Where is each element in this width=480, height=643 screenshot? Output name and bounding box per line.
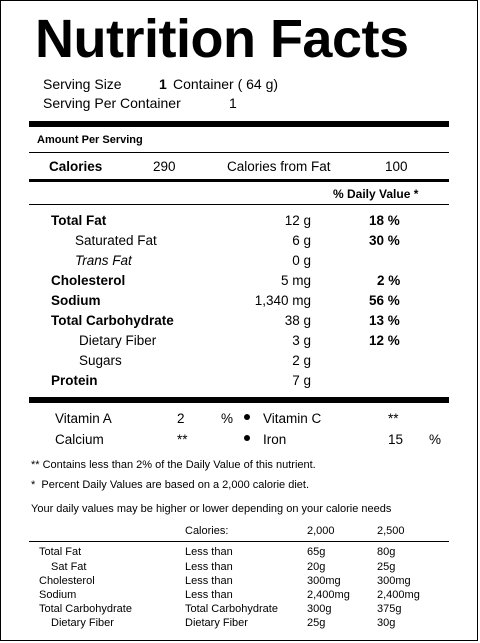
label-title: Nutrition Facts <box>35 9 409 69</box>
dv-row-label: Sat Fat <box>51 561 87 573</box>
serving-per-container-label: Serving Per Container <box>43 95 181 111</box>
divider-thick <box>29 397 449 403</box>
dv-row-2500: 375g <box>377 603 402 615</box>
nutrient-name-total-fat: Total Fat <box>51 213 107 228</box>
dv-row-2000: 2,400mg <box>307 589 350 601</box>
dv-row-label: Total Carbohydrate <box>39 603 132 615</box>
dv-row-condition: Less than <box>185 575 233 587</box>
dv-row-2500: 2,400mg <box>377 589 420 601</box>
footnote-insignificant: ** Contains less than 2% of the Daily Value of this nutrient. <box>31 459 316 471</box>
serving-size-label: Serving Size <box>43 76 122 92</box>
vitamin-a-label: Vitamin A <box>55 411 112 426</box>
dv-table-header-calories: Calories: <box>185 525 229 537</box>
vitamin-c-value: ** <box>388 411 399 426</box>
nutrient-name-sodium: Sodium <box>51 293 101 308</box>
dv-row-condition: Less than <box>185 561 233 573</box>
dv-row-label: Sodium <box>39 589 77 601</box>
nutrient-amount-trans-fat: 0 g <box>292 253 311 268</box>
footnote-calorie-needs: Your daily values may be higher or lower depending on your calorie needs <box>31 503 392 515</box>
nutrient-dv-total-fat: 18 % <box>369 213 400 228</box>
nutrient-dv-total-carbohydrate: 13 % <box>369 313 400 328</box>
divider-medium <box>29 179 449 182</box>
nutrient-name-sugars: Sugars <box>79 353 122 368</box>
dv-row-label: Cholesterol <box>39 575 95 587</box>
calcium-value: ** <box>177 432 188 447</box>
daily-value-header: % Daily Value * <box>333 187 419 201</box>
dv-table-header-2000: 2,000 <box>307 525 335 537</box>
divider-thin <box>29 204 449 205</box>
iron-unit: % <box>429 432 442 447</box>
dv-row-condition: Less than <box>185 589 233 601</box>
nutrient-name-cholesterol: Cholesterol <box>51 273 126 288</box>
calories-label: Calories <box>49 159 103 174</box>
dv-row-condition: Total Carbohydrate <box>185 603 278 615</box>
dv-table-header-2500: 2,500 <box>377 525 405 537</box>
nutrient-amount-protein: 7 g <box>292 373 311 388</box>
footnote-daily-values: * Percent Daily Values are based on a 2,000 calorie diet. <box>31 479 310 491</box>
nutrient-amount-total-fat: 12 g <box>284 213 311 228</box>
dv-row-condition: Dietary Fiber <box>185 617 248 629</box>
dv-row-label: Total Fat <box>39 546 82 558</box>
iron-value: 15 <box>388 432 404 447</box>
nutrient-name-protein: Protein <box>51 373 98 388</box>
nutrient-dv-dietary-fiber: 12 % <box>369 333 400 348</box>
dv-row-2000: 20g <box>307 561 326 573</box>
nutrient-dv-sodium: 56 % <box>369 293 400 308</box>
serving-size-unit: Container ( 64 g) <box>173 76 279 92</box>
divider-thick <box>29 121 449 127</box>
nutrient-name-dietary-fiber: Dietary Fiber <box>79 333 157 348</box>
dv-row-2500: 25g <box>377 561 396 573</box>
divider-thin <box>29 152 449 153</box>
calories-value: 290 <box>153 159 176 174</box>
nutrient-amount-saturated-fat: 6 g <box>292 233 311 248</box>
nutrient-name-trans-fat: Trans Fat <box>75 253 132 268</box>
bullet-icon <box>244 414 250 420</box>
nutrient-amount-sodium: 1,340 mg <box>254 293 311 308</box>
amount-per-serving: Amount Per Serving <box>37 134 143 146</box>
dv-row-label: Dietary Fiber <box>51 617 114 629</box>
nutrient-amount-cholesterol: 5 mg <box>280 273 311 288</box>
nutrient-dv-saturated-fat: 30 % <box>369 233 400 248</box>
dv-row-2500: 30g <box>377 617 396 629</box>
vitamin-a-value: 2 <box>177 411 185 426</box>
nutrient-amount-total-carbohydrate: 38 g <box>284 313 311 328</box>
dv-row-2000: 300mg <box>307 575 341 587</box>
serving-per-container-value: 1 <box>229 95 237 111</box>
calories-from-fat-label: Calories from Fat <box>227 159 331 174</box>
nutrient-name-saturated-fat: Saturated Fat <box>75 233 157 248</box>
nutrient-dv-cholesterol: 2 % <box>377 273 401 288</box>
dv-row-2000: 300g <box>307 603 332 615</box>
calcium-label: Calcium <box>55 432 104 447</box>
vitamin-a-unit: % <box>221 411 234 426</box>
iron-label: Iron <box>263 432 287 447</box>
nutrient-amount-dietary-fiber: 3 g <box>292 333 311 348</box>
nutrient-name-total-carbohydrate: Total Carbohydrate <box>51 313 174 328</box>
serving-size-qty: 1 <box>159 76 167 92</box>
calories-from-fat-value: 100 <box>385 159 408 174</box>
dv-row-condition: Less than <box>185 546 233 558</box>
dv-row-2000: 25g <box>307 617 326 629</box>
divider-thin <box>29 541 449 542</box>
nutrient-amount-sugars: 2 g <box>292 353 311 368</box>
dv-row-2000: 65g <box>307 546 326 558</box>
dv-row-2500: 80g <box>377 546 396 558</box>
vitamin-c-label: Vitamin C <box>263 411 322 426</box>
dv-row-2500: 300mg <box>377 575 411 587</box>
bullet-icon <box>244 435 250 441</box>
